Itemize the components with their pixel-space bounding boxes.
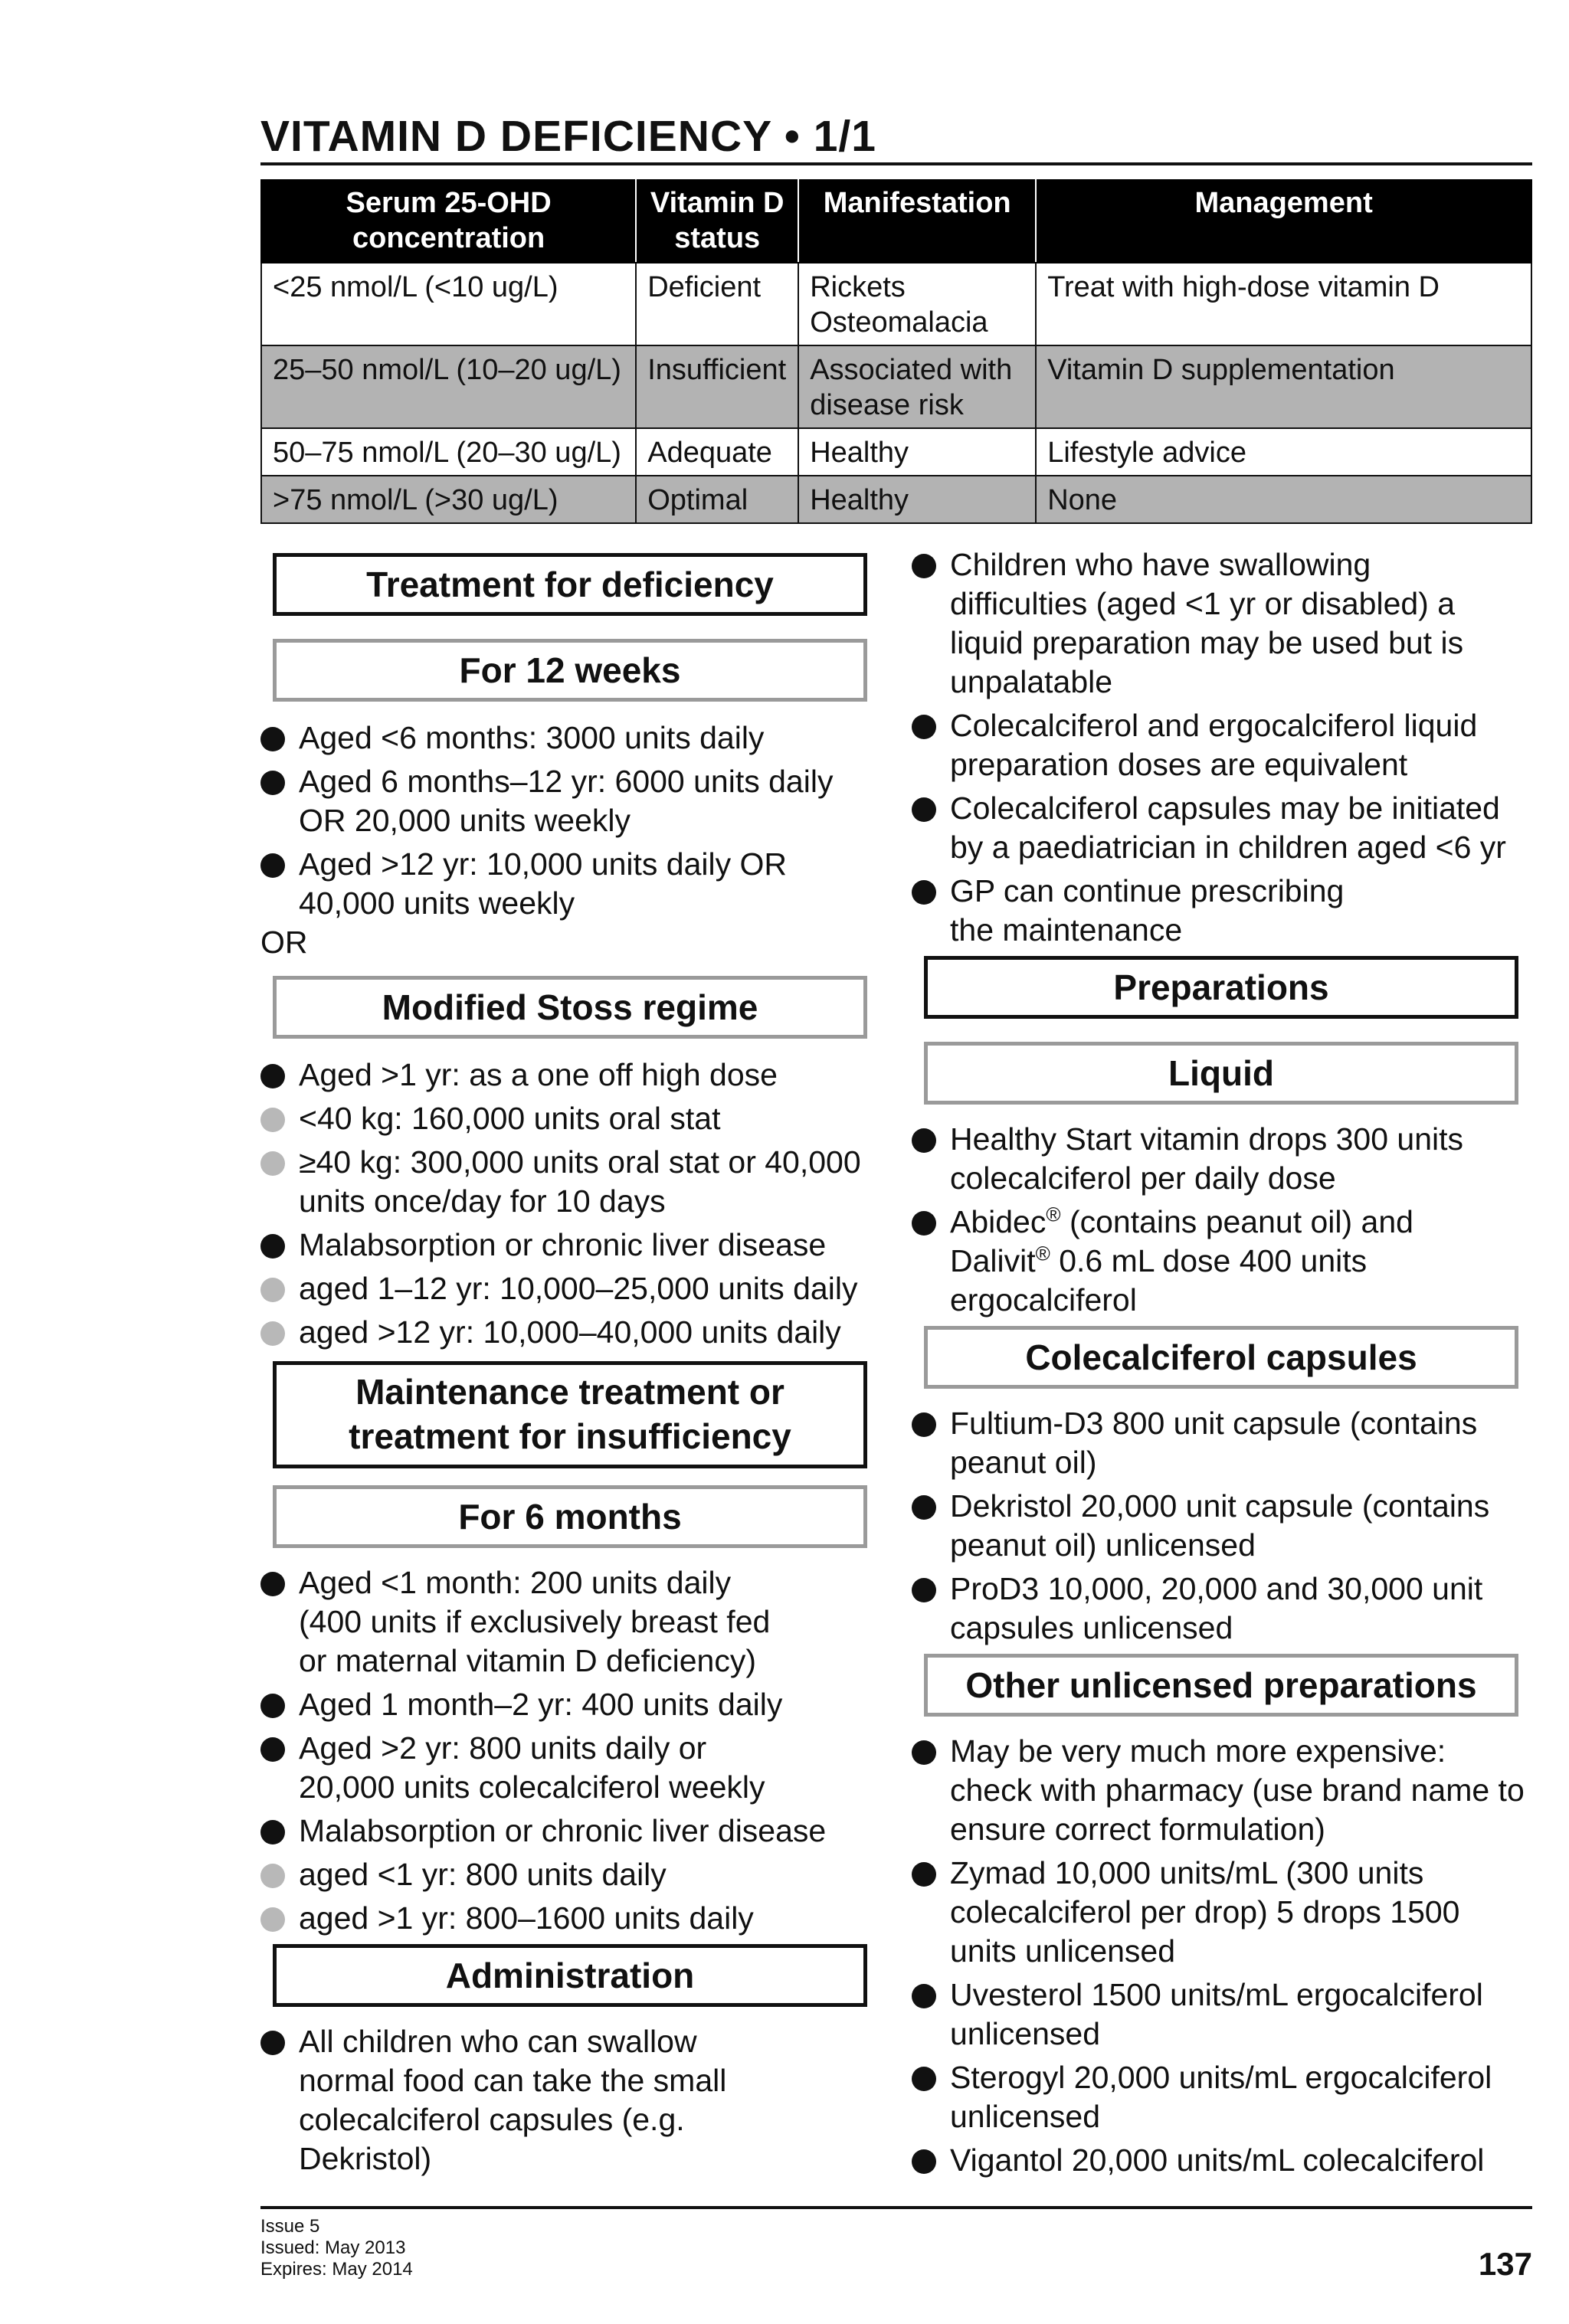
treatment-deficiency-heading: Treatment for deficiency bbox=[273, 553, 867, 616]
list-item: Aged >12 yr: 10,000 units daily OR 40,000 units weekly bbox=[260, 845, 881, 923]
table-cell: 50–75 nmol/L (20–30 ug/L) bbox=[261, 428, 636, 476]
list-item: Aged >2 yr: 800 units daily or 20,000 units colecalciferol weekly bbox=[260, 1729, 881, 1807]
list-item: Aged <1 month: 200 units daily (400 units if exclusively breast fed or maternal vitamin D deficiency) bbox=[260, 1563, 881, 1681]
list-item: Aged <6 months: 3000 units daily bbox=[260, 718, 881, 758]
table-cell: Deficient bbox=[636, 263, 798, 345]
issued-date: Issued: May 2013 bbox=[260, 2237, 406, 2258]
colecalciferol-capsules-heading: Colecalciferol capsules bbox=[924, 1326, 1518, 1389]
list-item: May be very much more expensive: check with pharmacy (use brand name to ensure correct formulation) bbox=[912, 1732, 1532, 1849]
capsules-list bbox=[912, 1404, 1532, 1648]
table-cell: Healthy bbox=[798, 428, 1036, 476]
liquid-list bbox=[912, 1120, 1532, 1320]
administration-heading: Administration bbox=[273, 1944, 867, 2007]
list-item: All children who can swallow normal food can take the small colecalciferol capsules (e.g. Dekristol) bbox=[260, 2022, 881, 2178]
list-item: aged 1–12 yr: 10,000–25,000 units daily bbox=[260, 1269, 881, 1308]
notes-list bbox=[912, 545, 1532, 950]
twelve-weeks-heading: For 12 weeks bbox=[273, 639, 867, 702]
list-item: aged >12 yr: 10,000–40,000 units daily bbox=[260, 1313, 881, 1352]
list-item: Vigantol 20,000 units/mL colecalciferol bbox=[912, 2141, 1532, 2180]
abidec-name: Abidec bbox=[950, 1204, 1047, 1239]
table-row bbox=[261, 476, 1531, 523]
six-months-heading: For 6 months bbox=[273, 1485, 867, 1548]
other-unlicensed-heading: Other unlicensed preparations bbox=[924, 1654, 1518, 1717]
title-divider bbox=[260, 162, 1532, 165]
table-header-cell: Vitamin D status bbox=[636, 180, 798, 263]
list-item: Colecalciferol and ergocalciferol liquid preparation doses are equivalent bbox=[912, 706, 1532, 784]
list-item: ProD3 10,000, 20,000 and 30,000 unit capsules unlicensed bbox=[912, 1570, 1532, 1648]
stoss-regime-list bbox=[260, 1056, 881, 1352]
vitamin-d-status-table bbox=[260, 179, 1532, 524]
list-item: <40 kg: 160,000 units oral stat bbox=[260, 1099, 881, 1138]
right-column bbox=[912, 545, 1532, 2185]
list-item: Aged 1 month–2 yr: 400 units daily bbox=[260, 1685, 881, 1724]
list-item: ≥40 kg: 300,000 units oral stat or 40,000 units once/day for 10 days bbox=[260, 1143, 881, 1221]
list-item: Malabsorption or chronic liver disease bbox=[260, 1812, 881, 1851]
expiry-date: Expires: May 2014 bbox=[260, 2259, 413, 2280]
footer-info bbox=[260, 2216, 413, 2280]
list-item: Zymad 10,000 units/mL (300 units colecalciferol per drop) 5 drops 1500 units unlicensed bbox=[912, 1854, 1532, 1971]
table-row bbox=[261, 428, 1531, 476]
page-number: 137 bbox=[1478, 2246, 1532, 2282]
table-row bbox=[261, 345, 1531, 428]
table-cell: Vitamin D supplementation bbox=[1036, 345, 1531, 428]
issue-number: Issue 5 bbox=[260, 2216, 320, 2237]
six-months-list bbox=[260, 1563, 881, 1938]
administration-list bbox=[260, 2022, 881, 2178]
list-item: aged <1 yr: 800 units daily bbox=[260, 1855, 881, 1894]
table-header-cell: Manifestation bbox=[798, 180, 1036, 263]
list-item: Healthy Start vitamin drops 300 units colecalciferol per daily dose bbox=[912, 1120, 1532, 1198]
list-item: GP can continue prescribing the maintenance bbox=[912, 872, 1532, 950]
list-item: Children who have swallowing difficulties (aged <1 yr or disabled) a liquid preparation may be used but is unpalatable bbox=[912, 545, 1532, 702]
twelve-weeks-list bbox=[260, 718, 881, 923]
dalivit-detail: 0.6 mL dose 400 units ergocalciferol bbox=[950, 1243, 1368, 1317]
table-cell: Optimal bbox=[636, 476, 798, 523]
maintenance-heading bbox=[273, 1361, 867, 1468]
table-cell: None bbox=[1036, 476, 1531, 523]
table-header-cell: Serum 25-OHD concentration bbox=[261, 180, 636, 263]
table-cell: >75 nmol/L (>30 ug/L) bbox=[261, 476, 636, 523]
list-item: Colecalciferol capsules may be initiated by a paediatrician in children aged <6 yr bbox=[912, 789, 1532, 867]
table-cell: <25 nmol/L (<10 ug/L) bbox=[261, 263, 636, 345]
table-cell: Associated with disease risk bbox=[798, 345, 1036, 428]
preparations-heading: Preparations bbox=[924, 956, 1518, 1019]
dalivit-name: Dalivit bbox=[950, 1243, 1036, 1278]
other-unlicensed-list bbox=[912, 1732, 1532, 2180]
list-item bbox=[912, 1203, 1532, 1320]
abidec-detail: (contains peanut oil) and bbox=[1060, 1204, 1413, 1239]
list-item: Fultium-D3 800 unit capsule (contains peanut oil) bbox=[912, 1404, 1532, 1482]
table-row bbox=[261, 263, 1531, 345]
footer-divider bbox=[260, 2206, 1532, 2209]
list-item: Dekristol 20,000 unit capsule (contains peanut oil) unlicensed bbox=[912, 1487, 1532, 1565]
liquid-heading: Liquid bbox=[924, 1042, 1518, 1105]
table-header-cell: Management bbox=[1036, 180, 1531, 263]
table-header-row bbox=[261, 180, 1531, 263]
list-item: Aged >1 yr: as a one off high dose bbox=[260, 1056, 881, 1095]
list-item: Aged 6 months–12 yr: 6000 units daily OR 20,000 units weekly bbox=[260, 762, 881, 840]
list-item: Sterogyl 20,000 units/mL ergocalciferol unlicensed bbox=[912, 2058, 1532, 2136]
table-cell: Adequate bbox=[636, 428, 798, 476]
list-item: aged >1 yr: 800–1600 units daily bbox=[260, 1899, 881, 1938]
left-column bbox=[260, 552, 881, 2183]
or-separator: OR bbox=[260, 925, 308, 960]
table-cell: Insufficient bbox=[636, 345, 798, 428]
maintenance-heading-line: Maintenance treatment or bbox=[355, 1372, 784, 1412]
registered-mark: ® bbox=[1035, 1242, 1050, 1265]
page-title: VITAMIN D DEFICIENCY • 1/1 bbox=[260, 112, 876, 161]
list-item: Uvesterol 1500 units/mL ergocalciferol unlicensed bbox=[912, 1975, 1532, 2054]
table-cell: Lifestyle advice bbox=[1036, 428, 1531, 476]
table-cell: Treat with high-dose vitamin D bbox=[1036, 263, 1531, 345]
stoss-regime-heading: Modified Stoss regime bbox=[273, 976, 867, 1039]
maintenance-heading-line: treatment for insufficiency bbox=[349, 1416, 791, 1456]
table-cell: Rickets Osteomalacia bbox=[798, 263, 1036, 345]
list-item: Malabsorption or chronic liver disease bbox=[260, 1226, 881, 1265]
table-cell: 25–50 nmol/L (10–20 ug/L) bbox=[261, 345, 636, 428]
registered-mark: ® bbox=[1046, 1203, 1061, 1226]
table-cell: Healthy bbox=[798, 476, 1036, 523]
